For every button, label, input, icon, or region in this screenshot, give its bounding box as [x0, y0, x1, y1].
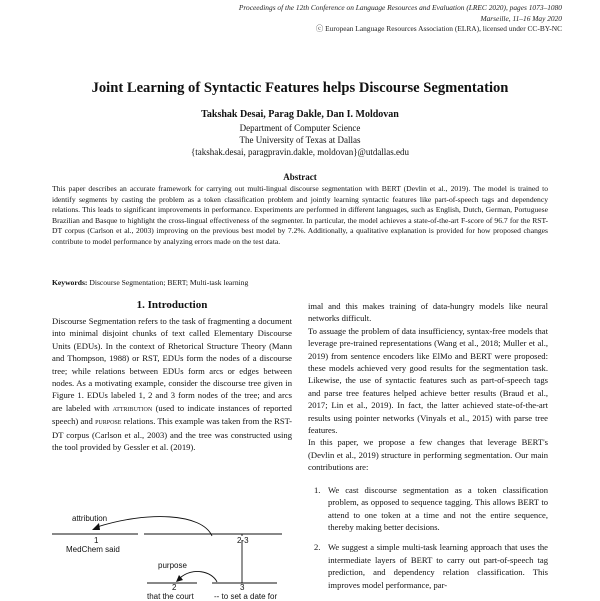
list-number: 2.	[314, 542, 321, 553]
author-list: Takshak Desai, Parag Dakle, Dan I. Moldovan	[201, 109, 399, 120]
section-heading: 1. Introduction	[136, 299, 208, 311]
list-number: 1.	[314, 484, 321, 495]
keywords	[52, 278, 548, 289]
tree-node-2-number: 2	[172, 583, 177, 592]
tree-node-2-text: that the court	[147, 592, 194, 601]
intro-text-2: (used to indicate instances of reported speech) and	[52, 402, 292, 427]
relation-purpose: purpose	[95, 417, 122, 427]
department: Department of Computer Science	[239, 123, 361, 133]
list-text: We suggest a simple multi-task learning approach that uses the intermediate layers of BERT to carry out part-of-speech tag prediction, and dependency relation classification. This improves model performance, par-	[328, 542, 548, 590]
keywords-label: Keywords:	[52, 278, 88, 287]
keywords-text: Discourse Segmentation; BERT; Multi-task learning	[89, 278, 249, 287]
list-text: We cast discourse segmentation as a token classification problem, as opposed to sequence tagging. This allows BERT to attend to one token at a time and not the entire sequence, thereby making better decisions.	[328, 484, 548, 532]
intro-paragraph	[52, 315, 292, 453]
tree-relation-purpose: purpose	[158, 561, 187, 570]
paper-title: Joint Learning of Syntactic Features helps Discourse Segmentation	[91, 80, 509, 96]
intro-text-1: Discourse Segmentation refers to the task of fragmenting a document into minimal disjoint chunks of text called Elementary Discourse Units (EDUs). In the context of Rhetorical Structure Theory (Mann and Thompson, 1988) or RST, EDUs form the nodes of a discourse tree; while relations between EDUs form arcs or edges between nodes. As a motivating example, consider the discourse tree given in Figure 1. EDUs labeled 1, 2 and 3 form nodes of the tree; and arcs are labeled with	[52, 316, 292, 413]
purpose-arc	[180, 571, 217, 582]
abstract-heading: Abstract	[283, 172, 317, 182]
intro-text-3: relations. This example was taken from the RST-DT corpus (Carlson et al., 2003) and the tree was constructed using the tool provided by Gessler et al. (2019).	[52, 416, 292, 453]
discourse-tree-figure	[52, 505, 292, 600]
header-line-2: Marseille, 11–16 May 2020	[480, 13, 562, 23]
contributions-list	[308, 484, 548, 591]
right-paragraph-1: imal and this makes training of data-hungry models like neural networks difficult.	[308, 301, 548, 324]
proceedings-header	[239, 3, 562, 35]
tree-node-1-text: MedChem said	[66, 545, 120, 554]
author-emails: {takshak.desai, paragpravin.dakle, moldovan}@utdallas.edu	[190, 146, 410, 157]
tree-node-1-number: 1	[94, 536, 99, 545]
relation-attribution: attribution	[112, 403, 153, 413]
right-column	[308, 300, 548, 599]
list-item	[308, 484, 548, 534]
tree-node-23-number: 2-3	[237, 536, 249, 545]
tree-node-3-text: -- to set a date for	[214, 592, 278, 601]
attribution-arc	[97, 517, 212, 536]
right-paragraph-3: In this paper, we propose a few changes that leverage BERT's (Devlin et al., 2019) structure in performing segmentation. Our main contributions are:	[308, 437, 548, 473]
header-line-1: Proceedings of the 12th Conference on Language Resources and Evaluation (LREC 2020), pages 1073–1080	[238, 3, 562, 12]
list-item	[308, 541, 548, 591]
university: The University of Texas at Dallas	[239, 134, 361, 145]
tree-node-3-number: 3	[240, 583, 245, 592]
header-line-3: ⓒ European Language Resources Association (ELRA), licensed under CC-BY-NC	[315, 24, 562, 33]
tree-relation-attribution: attribution	[72, 514, 108, 523]
affiliation	[0, 123, 600, 158]
attribution-arrowhead	[92, 523, 100, 530]
abstract-text: This paper describes an accurate framework for carrying out multi-lingual discourse segmentation with BERT (Devlin et al., 2019). The model is trained to identify segments by casting the problem as a token classification problem and jointly learning syntactic features like part-of-speech tags and dependency relations. This leads to significant improvements in performance. Experiments are performed in different languages, such as English, Dutch, German, Portuguese Brazilian and Basque to highlight the cross-lingual effectiveness of the segmenter. In particular, the model achieves a state-of-the-art F-score of 96.7 for the RST-DT corpus (Carlson et al., 2003) improving on the previous best model by 7.2%. Additionally, a qualitative explanation is provided for how proposed changes contribute to model performance by analyzing errors made on the test data.	[52, 184, 548, 246]
right-paragraph-2: To assuage the problem of data insufficiency, syntax-free models that leverage pre-trained representations (Wang et al., 2018; Muller et al., 2019) from sentence encoders like ElMo and BERT were proposed: these models achieved very good results for the segmentation task. Likewise, the use of syntactic features such as part-of-speech tags and parse tree features helped achieve better results (Braud et al., 2017; Lin et al., 2019). In fact, the latter achieved state-of-the-art results using pointer networks (Vinyals et al., 2015) with parse tree features.	[308, 325, 548, 436]
